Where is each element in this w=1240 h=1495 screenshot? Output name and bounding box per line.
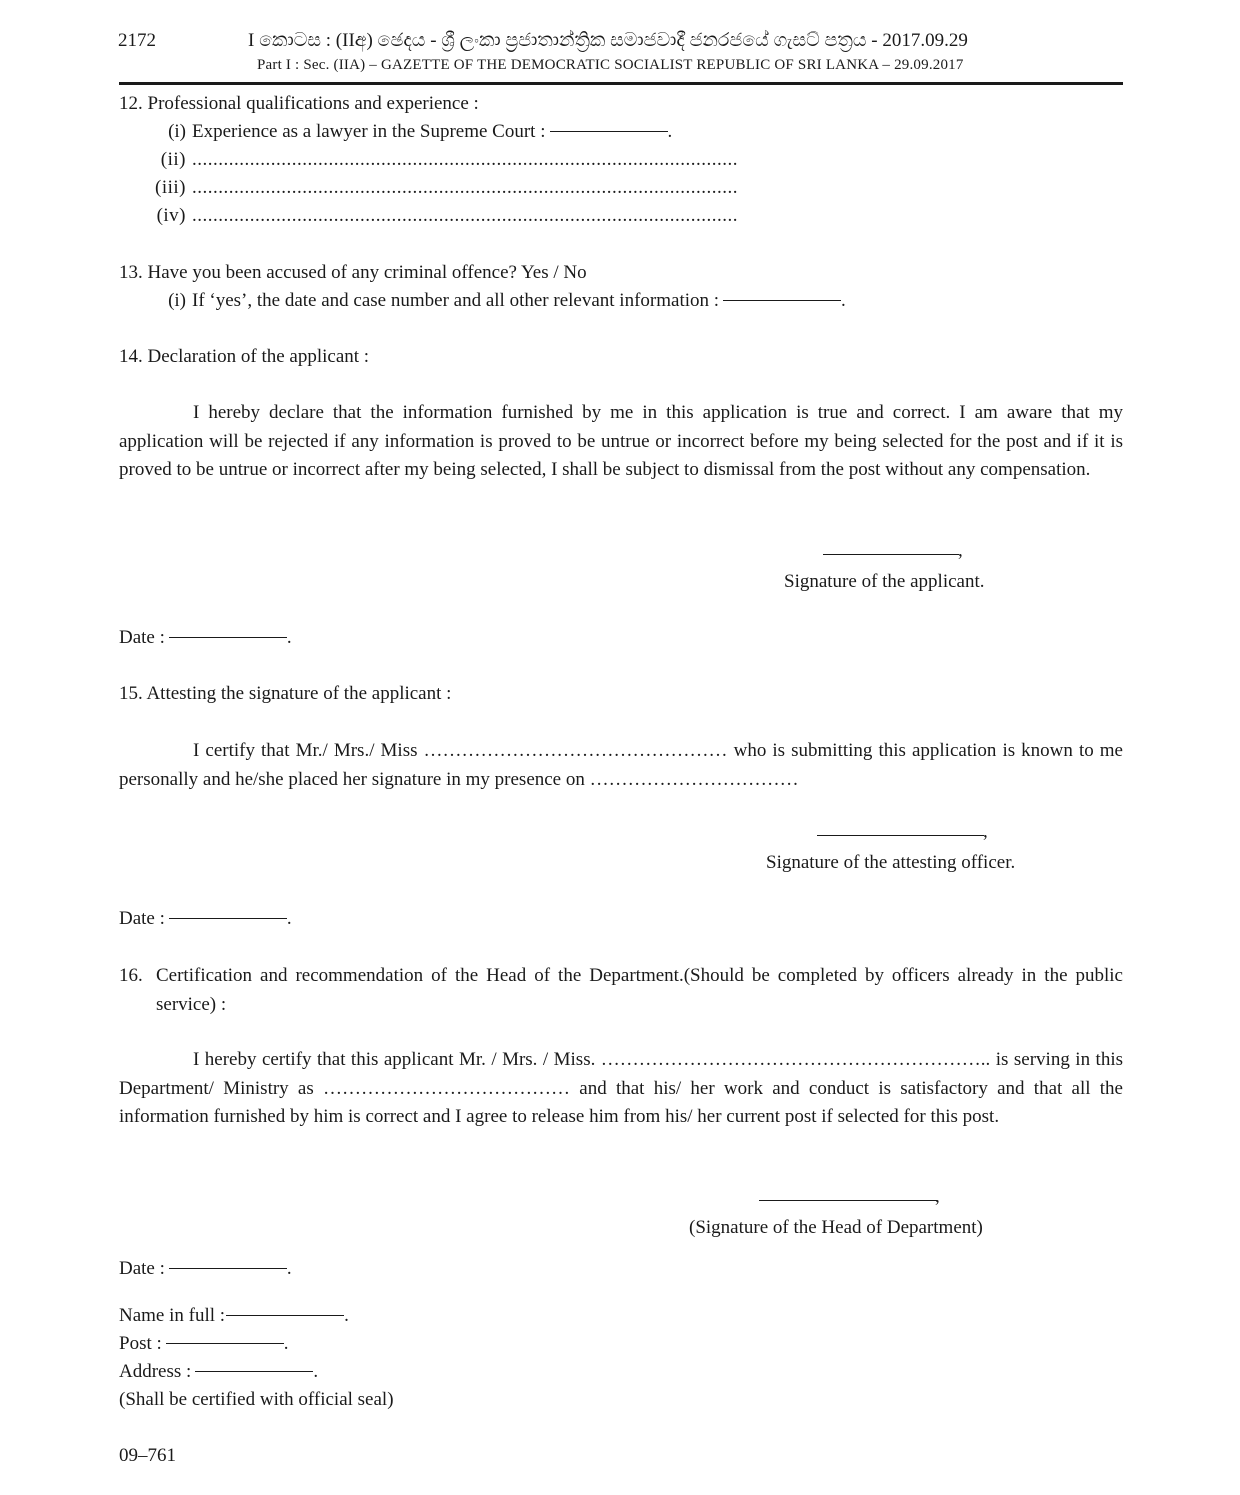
item-text: Experience as a lawyer in the Supreme Court :	[192, 121, 546, 142]
gazette-header-english: Part I : Sec. (IIA) – GAZETTE OF THE DEMOCRATIC SOCIALIST REPUBLIC OF SRI LANKA – 29.09.2017	[257, 57, 964, 73]
post-label: Post :	[119, 1333, 162, 1354]
official-seal-note: (Shall be certified with official seal)	[119, 1389, 394, 1410]
date-label: Date :	[119, 1258, 165, 1279]
fill-in-blank	[723, 300, 841, 301]
attesting-officer-signature-label: Signature of the attesting officer.	[766, 852, 1016, 873]
gazette-header-sinhala: I කොටස : (IIඅ) ඡෙදය - ශ්‍රී ලංකා ප්‍රජාතාන්ත්‍රික සමාජවාදී ජනරජයේ ගැසට් පත්‍රය - 2017.09.29	[248, 30, 968, 51]
fill-in-blank	[169, 1268, 287, 1269]
signature-comma: ,	[935, 1186, 940, 1207]
name-label: Name in full :	[119, 1305, 226, 1326]
header-rule	[119, 82, 1123, 85]
section-14-title: 14. Declaration of the applicant :	[119, 346, 370, 367]
attestation-paragraph: I certify that Mr./ Mrs./ Miss ………………………………………… who is submitting this application is known to me personally and he/she placed her signature in my presence on ……………………………	[119, 740, 1123, 790]
date-label: Date :	[119, 908, 165, 929]
gazette-code: 09–761	[119, 1445, 176, 1466]
attesting-officer-signature-line	[817, 835, 984, 836]
fill-in-blank	[226, 1315, 344, 1316]
date-label: Date :	[119, 627, 165, 648]
fill-in-blank	[550, 131, 668, 132]
section-12-item-4	[150, 202, 738, 230]
item-number: (i)	[168, 121, 186, 142]
section-12-item-2	[150, 146, 738, 174]
applicant-signature-label: Signature of the applicant.	[784, 571, 985, 592]
head-of-department-signature-label: (Signature of the Head of Department)	[689, 1217, 983, 1238]
head-of-department-signature-line	[759, 1200, 937, 1201]
post-row: Post : .	[119, 1333, 289, 1354]
section-16-number: 16.	[119, 965, 143, 986]
applicant-signature-line	[823, 554, 959, 555]
page-number: 2172	[118, 30, 156, 51]
fill-in-blank	[169, 918, 287, 919]
signature-comma: ,	[958, 540, 963, 561]
declaration-paragraph: I hereby declare that the information furnished by me in this application is true and correct. I am aware that my application will be rejected if any information is proved to be untrue or incorrect before my being selected for the post and if it is proved to be untrue or incorrect after my being selected, I shall be subject to dismissal from the post without any compensation.	[119, 402, 1123, 480]
applicant-date-row: Date : .	[119, 627, 292, 648]
section-12-item-3	[150, 174, 738, 202]
attestation-date-row: Date : .	[119, 908, 292, 929]
certification-date-row: Date : .	[119, 1258, 292, 1279]
item-text: If ‘yes’, the date and case number and all other relevant information :	[192, 290, 720, 311]
section-16-title: Certification and recommendation of the Head of the Department.(Should be completed by officers already in the public service) :	[156, 965, 1123, 1015]
address-row: Address : .	[119, 1361, 319, 1382]
section-12-title: 12. Professional qualifications and experience :	[119, 93, 479, 114]
item-dotted-line: ........................................................................................................	[192, 205, 738, 226]
fill-in-blank	[166, 1343, 284, 1344]
section-12-item-1: (i) Experience as a lawyer in the Supreme Court : .	[150, 118, 672, 146]
name-in-full-row: Name in full : .	[119, 1305, 349, 1326]
section-13-title: 13. Have you been accused of any criminal offence? Yes / No	[119, 262, 587, 283]
item-dotted-line: ........................................................................................................	[192, 149, 738, 170]
section-13-item-1: (i) If ‘yes’, the date and case number and all other relevant information : .	[150, 287, 846, 315]
item-number: (iv)	[156, 205, 186, 226]
item-number: (i)	[168, 290, 186, 311]
fill-in-blank	[169, 637, 287, 638]
certification-paragraph: I hereby certify that this applicant Mr. / Mrs. / Miss. …………………………………………………….. is serving in this Department/ Ministry as ………………………………… and that his/ her work and conduct is satisfactory and that all the information furnished by him is correct and I agree to release him from his/ her current post if selected for this post.	[119, 1049, 1123, 1127]
item-dotted-line: ........................................................................................................	[192, 177, 738, 198]
item-number: (ii)	[160, 149, 186, 170]
item-number: (iii)	[155, 177, 186, 198]
signature-comma: ,	[983, 821, 988, 842]
section-15-title: 15. Attesting the signature of the applicant :	[119, 683, 452, 704]
fill-in-blank	[195, 1371, 313, 1372]
address-label: Address :	[119, 1361, 192, 1382]
